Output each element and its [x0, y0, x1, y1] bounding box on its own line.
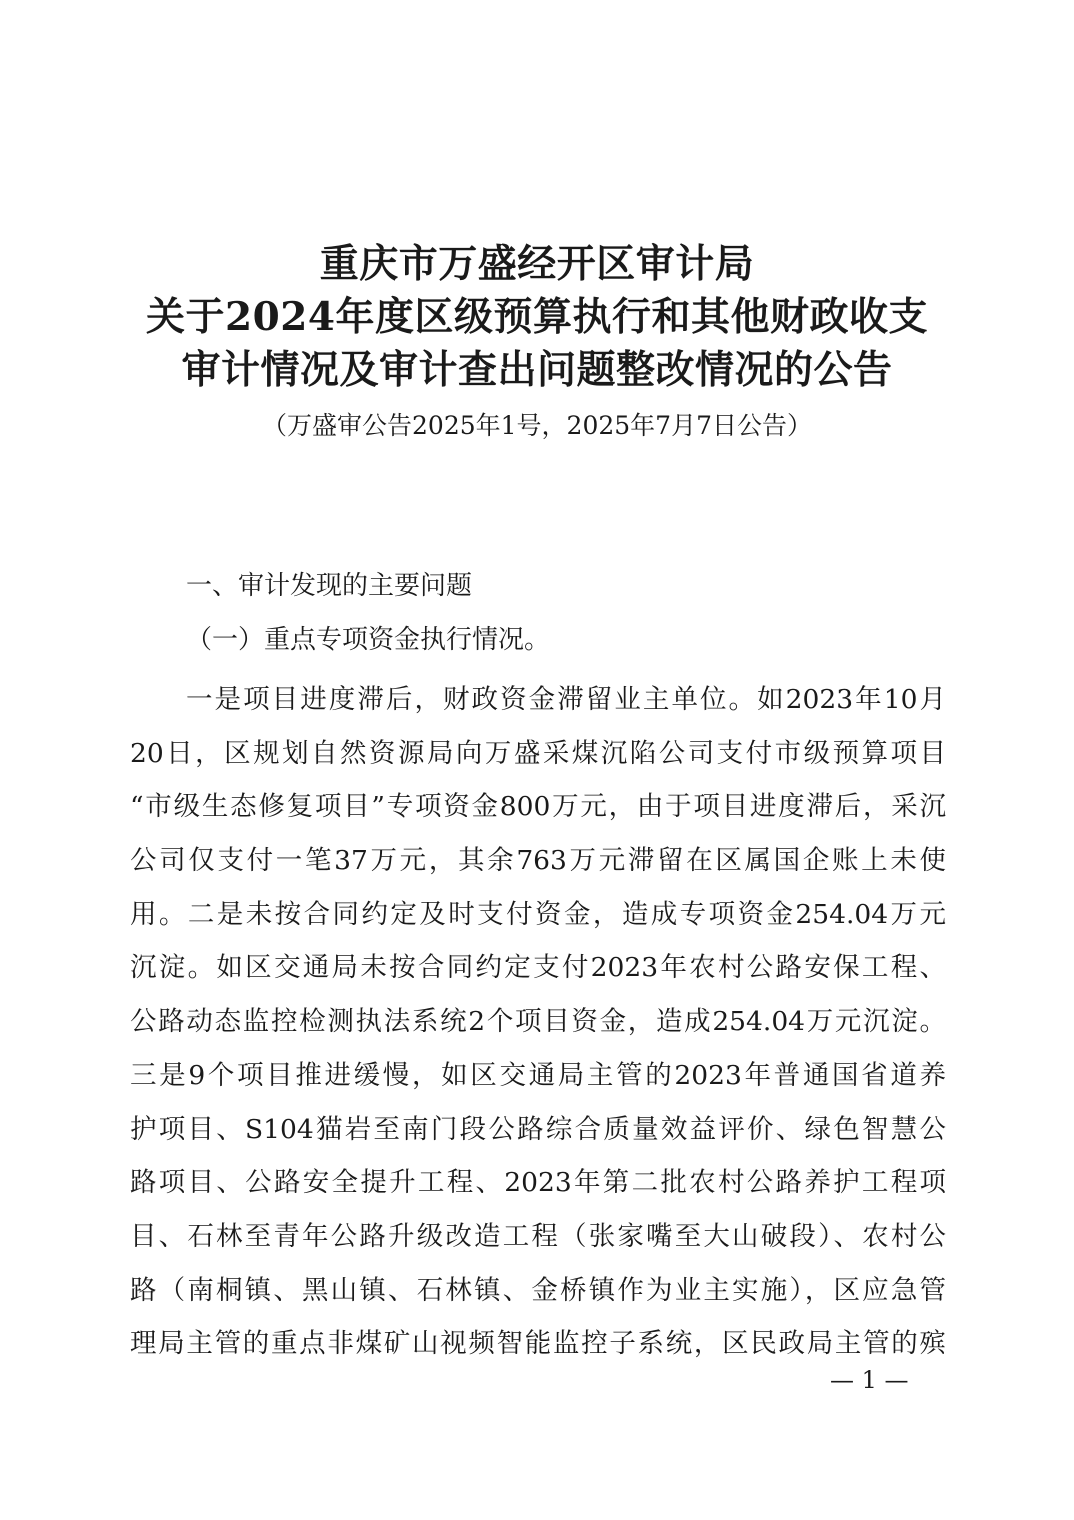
subsection-heading: （一）重点专项资金执行情况。	[186, 625, 551, 655]
body-line: “市级生态修复项目”专项资金800万元，由于项目进度滞后，采沉	[130, 791, 946, 823]
body-paragraph	[130, 673, 946, 1371]
body-line: 护项目、S104猫岩至南门段公路综合质量效益评价、绿色智慧公	[130, 1113, 946, 1145]
document-title	[0, 238, 1074, 397]
body-line: 沉淀。如区交通局未按合同约定支付2023年农村公路安保工程、	[130, 952, 946, 984]
section-heading: 一、审计发现的主要问题	[186, 571, 473, 601]
page-number: — 1 —	[830, 1366, 909, 1394]
body-line: 目、石林至青年公路升级改造工程（张家嘴至大山破段）、农村公	[130, 1220, 946, 1252]
title-line-1: 重庆市万盛经开区审计局	[319, 241, 755, 287]
body-line: 三是9个项目推进缓慢，如区交通局主管的2023年普通国省道养	[130, 1059, 946, 1091]
body-line: 用。二是未按合同约定及时支付资金，造成专项资金254.04万元	[130, 898, 946, 930]
body-line: 一是项目进度滞后，财政资金滞留业主单位。如2023年10月	[186, 684, 946, 715]
announcement-number: （万盛审公告2025年1号，2025年7月7日公告）	[262, 411, 812, 440]
title-line-2: 关于2024年度区级预算执行和其他财政收支	[145, 294, 929, 340]
body-line: 路项目、公路安全提升工程、2023年第二批农村公路养护工程项	[130, 1167, 946, 1199]
body-line: 路（南桐镇、黑山镇、石林镇、金桥镇作为业主实施），区应急管	[130, 1274, 946, 1306]
body-line: 理局主管的重点非煤矿山视频智能监控子系统，区民政局主管的殡	[130, 1328, 946, 1360]
body-line: 20日，区规划自然资源局向万盛采煤沉陷公司支付市级预算项目	[130, 737, 946, 769]
body-line: 公路动态监控检测执法系统2个项目资金，造成254.04万元沉淀。	[130, 1006, 946, 1038]
body-line: 公司仅支付一笔37万元，其余763万元滞留在区属国企账上未使	[130, 845, 946, 877]
title-line-3: 审计情况及审计查出问题整改情况的公告	[181, 347, 893, 393]
